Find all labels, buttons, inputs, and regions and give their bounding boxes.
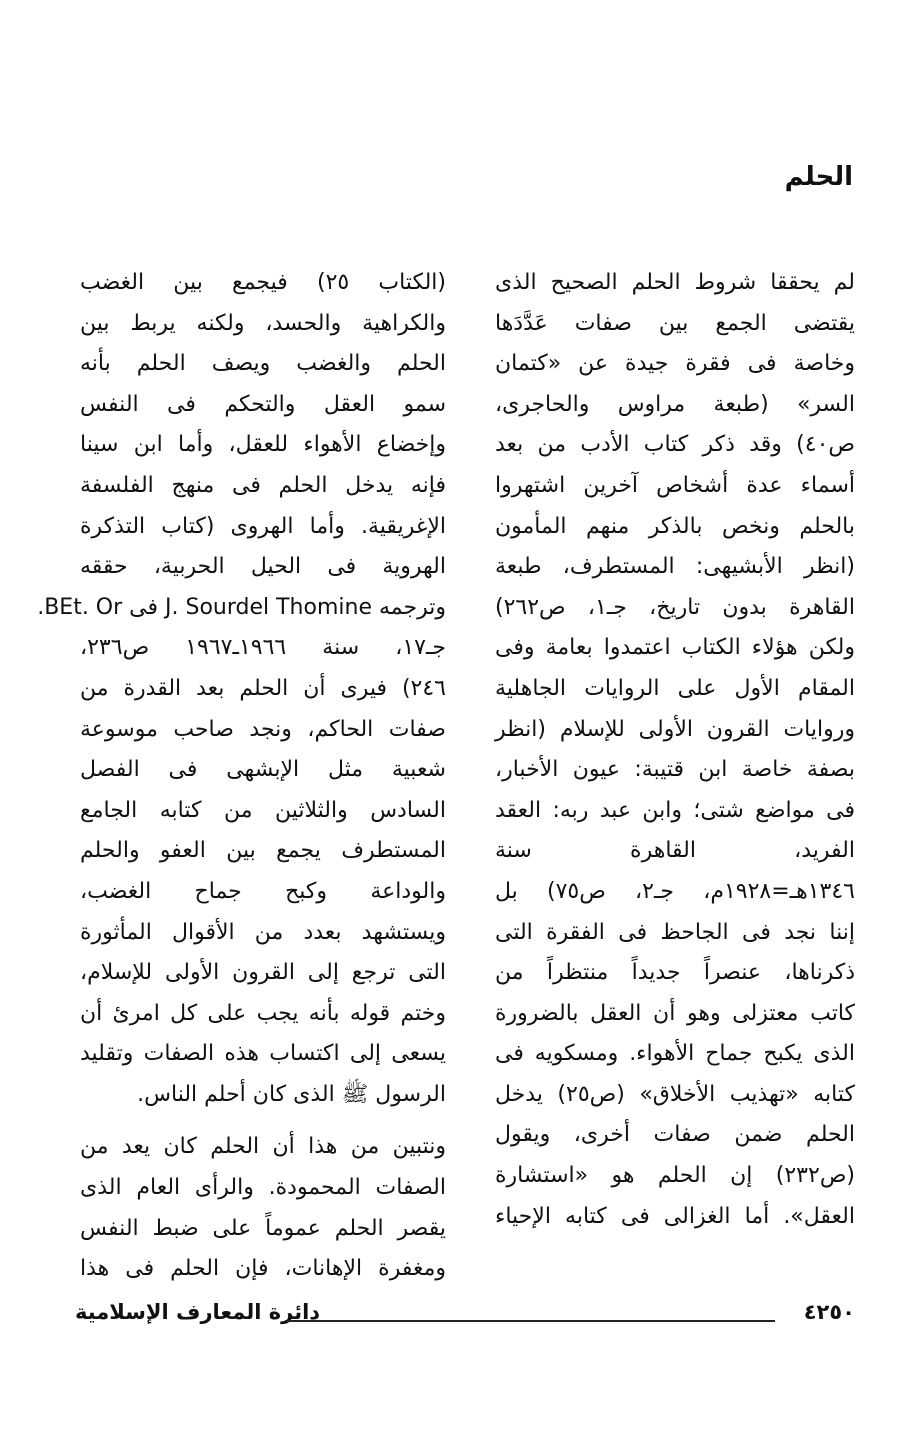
text-line: جـ١٧، سنة ١٩٦٦ـ١٩٦٧ ص٢٣٦، [80, 635, 446, 661]
text-line: وترجمه J. Sourdel Thomine فى BEt. Or. [37, 594, 446, 620]
page-footer [75, 1296, 855, 1336]
text-line: بصفة خاصة ابن قتيبة: عيون الأخبار، [495, 757, 855, 783]
text-line: القاهرة بدون تاريخ، جـ١، ص٢٦٢) [495, 594, 855, 620]
text-line: الهروية فى الحيل الحربية، حققه [80, 554, 446, 580]
text-line: العقل». أما الغزالى فى كتابه الإحياء [495, 1203, 855, 1229]
paragraph [37, 263, 446, 1115]
text-line: وروايات القرون الأولى للإسلام (انظر [495, 716, 855, 742]
text-line: التى ترجع إلى القرون الأولى للإسلام، [80, 960, 446, 986]
text-line: كتابه «تهذيب الأخلاق» (ص٢٥) يدخل [495, 1081, 855, 1107]
text-line: يسعى إلى اكتساب هذه الصفات وتقليد [80, 1041, 446, 1067]
text-line: الصفات المحمودة. والرأى العام الذى [80, 1175, 446, 1201]
text-line: إننا نجد فى الجاحظ فى الفقرة التى [495, 919, 855, 945]
text-line: الحلم والغضب ويصف الحلم بأنه [80, 351, 446, 377]
text-line: والوداعة وكبح جماح الغضب، [80, 878, 446, 904]
text-line: وخاصة فى فقرة جيدة عن «كتمان [495, 351, 855, 377]
text-line: كاتب معتزلى وهو أن العقل بالضرورة [495, 1000, 855, 1026]
text-line: يقصر الحلم عموماً على ضبط النفس [80, 1215, 446, 1241]
text-line: ولكن هؤلاء الكتاب اعتمدوا بعامة وفى [495, 635, 855, 661]
text-line: السر» (طبعة مراوس والحاجرى، [495, 391, 855, 417]
text-line: صفات الحاكم، ونجد صاحب موسوعة [80, 716, 446, 742]
paragraph [80, 1127, 446, 1289]
text-line: الفريد، القاهرة سنة [495, 838, 855, 864]
text-line: وختم قوله بأنه يجب على كل امرئ أن [80, 1000, 446, 1026]
text-line: شعبية مثل الإبشهى فى الفصل [80, 757, 446, 783]
text-line: لم يحققا شروط الحلم الصحيح الذى [495, 270, 855, 295]
text-line: ١٣٤٦هـ=١٩٢٨م، جـ٢، ص٧٥) بل [495, 878, 855, 904]
left-text-column [37, 263, 446, 1290]
text-line: أسماء عدة أشخاص آخرين اشتهروا [495, 472, 855, 498]
text-line: الذى يكبح جماح الأهواء. ومسكويه فى [495, 1041, 855, 1067]
text-line: سمو العقل والتحكم فى النفس [80, 391, 446, 417]
text-line: الحلم ضمن صفات أخرى، ويقول [495, 1122, 855, 1148]
text-line: (انظر الأبشيهى: المستطرف، طبعة [495, 554, 855, 580]
text-line: ويستشهد بعدد من الأقوال المأثورة [80, 919, 446, 945]
text-line: الإغريقية. وأما الهروى (كتاب التذكرة [80, 513, 446, 539]
footer-rule [285, 1320, 775, 1322]
paragraph-gap [80, 1115, 446, 1127]
right-text-column [495, 263, 855, 1237]
text-line: (ص٢٣٢) إن الحلم هو «استشارة [495, 1163, 855, 1189]
text-line: السادس والثلاثين من كتابه الجامع [80, 797, 446, 823]
page-header-title: الحلم [784, 162, 853, 192]
text-line: المقام الأول على الروايات الجاهلية [495, 675, 855, 701]
text-line: وإخضاع الأهواء للعقل، وأما ابن سينا [80, 432, 446, 458]
text-line: فى مواضع شتى؛ وابن عبد ربه: العقد [495, 797, 855, 823]
text-line: بالحلم ونخص بالذكر منهم المأمون [495, 513, 855, 539]
footer-encyclopedia-title: دائرة المعارف الإسلامية [75, 1300, 321, 1324]
page-number: ٤٢٥٠ [803, 1300, 855, 1324]
text-line: يقتضى الجمع بين صفات عَدَّدَها [495, 310, 855, 336]
text-line: ومغفرة الإهانات، فإن الحلم فى هذا [80, 1256, 446, 1282]
text-line: ص٤٠) وقد ذكر كتاب الأدب من بعد [495, 432, 855, 458]
text-line: ذكرناها، عنصراً جديداً منتظراً من [495, 960, 855, 986]
text-line: والكراهية والحسد، ولكنه يربط بين [80, 310, 446, 336]
text-line: المستطرف يجمع بين العفو والحلم [80, 838, 446, 864]
text-line: الرسول ﷺ الذى كان أحلم الناس. [137, 1081, 446, 1107]
text-line: ونتبين من هذا أن الحلم كان يعد من [80, 1134, 446, 1160]
text-line: ٢٤٦) فيرى أن الحلم بعد القدرة من [80, 675, 446, 701]
text-line: (الكتاب ٢٥) فيجمع بين الغضب [80, 270, 446, 295]
text-line: فإنه يدخل الحلم فى منهج الفلسفة [80, 472, 446, 498]
